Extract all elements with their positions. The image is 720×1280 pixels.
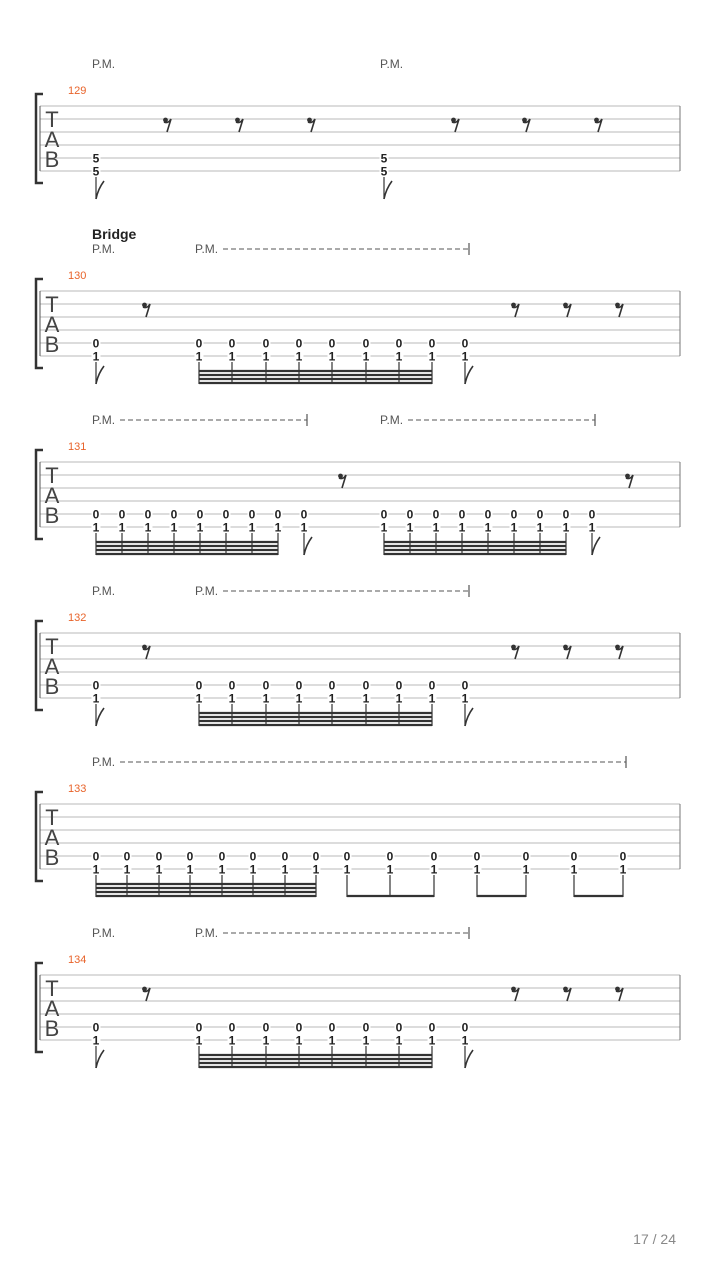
fret-number: 0 (144, 507, 152, 522)
fret-number: 1 (92, 1033, 100, 1048)
fret-number: 1 (155, 862, 163, 877)
note-flag (96, 1050, 104, 1068)
fret-number: 0 (395, 336, 403, 351)
tab-clef-letter: A (44, 654, 60, 679)
tab-clef-letter: B (44, 674, 60, 699)
tab-note (430, 850, 439, 898)
fret-number: 0 (461, 678, 469, 693)
fret-number: 0 (510, 507, 518, 522)
fret-number: 1 (588, 520, 596, 535)
tab-note (362, 1021, 371, 1069)
note-flag (465, 366, 473, 384)
tab-note (295, 679, 304, 727)
note-flag (592, 537, 600, 555)
fret-number: 0 (362, 678, 370, 693)
palm-mute-label: P.M. (195, 584, 219, 598)
fret-number: 0 (228, 678, 236, 693)
eighth-rest (625, 474, 633, 488)
tab-note (522, 850, 531, 898)
fret-number: 0 (249, 849, 257, 864)
palm-mute-label: P.M. (195, 926, 219, 940)
tab-note (300, 508, 313, 556)
tab-note (92, 850, 101, 898)
fret-number: 0 (619, 849, 627, 864)
eighth-rest (522, 118, 530, 132)
fret-number: 0 (92, 678, 100, 693)
fret-number: 0 (92, 336, 100, 351)
tab-note (328, 679, 337, 727)
tab-note (362, 337, 371, 385)
fret-number: 0 (155, 849, 163, 864)
measure-number: 132 (68, 612, 87, 624)
palm-mute-label: P.M. (92, 584, 116, 598)
fret-number: 1 (362, 691, 370, 706)
note-flag (96, 181, 104, 199)
eighth-rest (307, 118, 315, 132)
beam-group (96, 542, 278, 554)
staff-system-132 (36, 584, 680, 726)
tab-note (262, 337, 271, 385)
fret-number: 0 (362, 1020, 370, 1035)
fret-number: 0 (248, 507, 256, 522)
fret-number: 0 (536, 507, 544, 522)
fret-number: 0 (343, 849, 351, 864)
fret-number: 1 (406, 520, 414, 535)
eighth-rest (594, 118, 602, 132)
fret-number: 0 (562, 507, 570, 522)
fret-number: 1 (430, 862, 438, 877)
fret-number: 0 (461, 336, 469, 351)
fret-number: 1 (262, 349, 270, 364)
tab-note (262, 679, 271, 727)
fret-number: 0 (123, 849, 131, 864)
fret-number: 1 (295, 1033, 303, 1048)
tab-note (461, 337, 474, 385)
fret-number: 0 (295, 336, 303, 351)
fret-number: 1 (186, 862, 194, 877)
eighth-rest (338, 474, 346, 488)
fret-number: 1 (218, 862, 226, 877)
fret-number: 0 (461, 1020, 469, 1035)
tab-clef-letter: B (44, 1016, 60, 1041)
fret-number: 1 (562, 520, 570, 535)
fret-number: 0 (92, 507, 100, 522)
tab-note (195, 337, 204, 385)
fret-number: 1 (228, 1033, 236, 1048)
tab-note (144, 508, 153, 556)
eighth-rest (451, 118, 459, 132)
eighth-rest (615, 303, 623, 317)
tab-note (395, 337, 404, 385)
beam-group (199, 371, 432, 383)
fret-number: 1 (222, 520, 230, 535)
fret-number: 0 (428, 678, 436, 693)
tab-note (195, 1021, 204, 1069)
tab-note (386, 850, 395, 898)
fret-number: 1 (343, 862, 351, 877)
tab-note (536, 508, 545, 556)
fret-number: 0 (274, 507, 282, 522)
staff-system-129 (36, 57, 680, 199)
tab-clef-letter: A (44, 825, 60, 850)
beam-group (199, 1055, 432, 1067)
fret-number: 0 (92, 849, 100, 864)
fret-number: 0 (218, 849, 226, 864)
eighth-rest (511, 303, 519, 317)
tab-note (395, 679, 404, 727)
tab-note (222, 508, 231, 556)
fret-number: 1 (274, 520, 282, 535)
tab-note (458, 508, 467, 556)
fret-number: 0 (430, 849, 438, 864)
staff-system-134 (36, 926, 680, 1068)
tab-note (343, 850, 352, 898)
fret-number: 0 (386, 849, 394, 864)
tab-note (562, 508, 571, 556)
tab-note (428, 1021, 437, 1069)
eighth-rest (142, 303, 150, 317)
fret-number: 1 (428, 1033, 436, 1048)
fret-number: 0 (588, 507, 596, 522)
fret-number: 1 (92, 862, 100, 877)
fret-number: 1 (395, 349, 403, 364)
fret-number: 1 (619, 862, 627, 877)
fret-number: 1 (522, 862, 530, 877)
palm-mute-label: P.M. (92, 926, 116, 940)
tab-clef-letter: B (44, 845, 60, 870)
fret-number: 0 (195, 1020, 203, 1035)
fret-number: 0 (522, 849, 530, 864)
fret-number: 0 (295, 1020, 303, 1035)
fret-number: 1 (144, 520, 152, 535)
fret-number: 0 (300, 507, 308, 522)
fret-number: 1 (300, 520, 308, 535)
tab-note (195, 679, 204, 727)
tab-note (295, 337, 304, 385)
tab-note (274, 508, 283, 556)
fret-number: 1 (281, 862, 289, 877)
fret-number: 0 (262, 678, 270, 693)
tab-note (228, 1021, 237, 1069)
fret-number: 0 (380, 507, 388, 522)
fret-number: 0 (281, 849, 289, 864)
staff-system-131 (36, 413, 680, 555)
fret-number: 0 (473, 849, 481, 864)
tab-clef-letter: B (44, 147, 60, 172)
fret-number: 0 (92, 1020, 100, 1035)
fret-number: 0 (118, 507, 126, 522)
tab-clef-letter: A (44, 483, 60, 508)
tab-clef-letter: B (44, 503, 60, 528)
fret-number: 0 (195, 336, 203, 351)
eighth-rest (615, 987, 623, 1001)
fret-number: 1 (380, 520, 388, 535)
eighth-rest (563, 645, 571, 659)
tab-note (328, 337, 337, 385)
fret-number: 5 (380, 164, 388, 179)
tab-note (123, 850, 132, 898)
fret-number: 1 (328, 691, 336, 706)
fret-number: 1 (92, 691, 100, 706)
tab-note (262, 1021, 271, 1069)
note-flag (96, 366, 104, 384)
fret-number: 1 (118, 520, 126, 535)
fret-number: 0 (570, 849, 578, 864)
measure-number: 134 (68, 954, 87, 966)
tab-note (92, 337, 105, 385)
fret-number: 1 (92, 349, 100, 364)
eighth-rest (511, 987, 519, 1001)
tab-note (428, 337, 437, 385)
eighth-rest (563, 303, 571, 317)
tab-note (170, 508, 179, 556)
fret-number: 0 (228, 336, 236, 351)
fret-number: 5 (92, 151, 100, 166)
tab-clef-letter: A (44, 127, 60, 152)
palm-mute-label: P.M. (92, 413, 116, 427)
measure-number: 131 (68, 441, 87, 453)
tab-clef-letter: T (45, 107, 59, 132)
fret-number: 0 (295, 678, 303, 693)
tab-note (249, 850, 258, 898)
tab-note (118, 508, 127, 556)
eighth-rest (511, 645, 519, 659)
tab-note (570, 850, 579, 898)
tab-note (228, 679, 237, 727)
tab-note (248, 508, 257, 556)
fret-number: 1 (328, 1033, 336, 1048)
tab-note (295, 1021, 304, 1069)
fret-number: 1 (570, 862, 578, 877)
fret-number: 1 (362, 349, 370, 364)
eighth-rest (563, 987, 571, 1001)
fret-number: 1 (473, 862, 481, 877)
note-flag (465, 708, 473, 726)
beam-group (384, 542, 566, 554)
fret-number: 1 (262, 691, 270, 706)
fret-number: 1 (536, 520, 544, 535)
fret-number: 1 (228, 691, 236, 706)
fret-number: 0 (228, 1020, 236, 1035)
fret-number: 0 (170, 507, 178, 522)
fret-number: 1 (461, 349, 469, 364)
page-number: 17 / 24 (633, 1231, 676, 1247)
fret-number: 1 (295, 349, 303, 364)
fret-number: 0 (328, 336, 336, 351)
tab-note (218, 850, 227, 898)
fret-number: 1 (92, 520, 100, 535)
tab-note (92, 152, 105, 200)
fret-number: 0 (262, 336, 270, 351)
tab-note (362, 679, 371, 727)
fret-number: 0 (484, 507, 492, 522)
tab-note (473, 850, 482, 898)
tab-note (428, 679, 437, 727)
tab-clef-letter: T (45, 805, 59, 830)
fret-number: 0 (195, 678, 203, 693)
fret-number: 0 (328, 1020, 336, 1035)
tab-note (461, 1021, 474, 1069)
fret-number: 1 (395, 691, 403, 706)
fret-number: 1 (123, 862, 131, 877)
fret-number: 0 (196, 507, 204, 522)
tab-note (186, 850, 195, 898)
fret-number: 0 (262, 1020, 270, 1035)
fret-number: 0 (428, 1020, 436, 1035)
tab-note (228, 337, 237, 385)
fret-number: 1 (395, 1033, 403, 1048)
fret-number: 1 (428, 691, 436, 706)
fret-number: 1 (228, 349, 236, 364)
fret-number: 0 (428, 336, 436, 351)
note-flag (465, 1050, 473, 1068)
eighth-rest (163, 118, 171, 132)
fret-number: 1 (510, 520, 518, 535)
tab-note (281, 850, 290, 898)
fret-number: 1 (458, 520, 466, 535)
tab-note (196, 508, 205, 556)
tab-note (619, 850, 628, 898)
tab-note (395, 1021, 404, 1069)
staff-system-133 (36, 755, 680, 897)
tab-note (380, 152, 393, 200)
fret-number: 1 (461, 691, 469, 706)
fret-number: 1 (295, 691, 303, 706)
tab-note (432, 508, 441, 556)
tab-clef-letter: A (44, 996, 60, 1021)
fret-number: 1 (312, 862, 320, 877)
fret-number: 5 (380, 151, 388, 166)
tab-note (380, 508, 389, 556)
tab-clef-letter: T (45, 463, 59, 488)
fret-number: 1 (484, 520, 492, 535)
note-flag (304, 537, 312, 555)
fret-number: 0 (362, 336, 370, 351)
fret-number: 1 (328, 349, 336, 364)
tab-note (92, 679, 105, 727)
tab-clef-letter: B (44, 332, 60, 357)
fret-number: 1 (170, 520, 178, 535)
tab-clef-letter: A (44, 312, 60, 337)
palm-mute-label: P.M. (380, 413, 404, 427)
beam-group (96, 884, 316, 896)
fret-number: 0 (186, 849, 194, 864)
tab-note (588, 508, 601, 556)
palm-mute-label: P.M. (92, 755, 116, 769)
fret-number: 1 (428, 349, 436, 364)
section-label: Bridge (92, 226, 137, 242)
fret-number: 1 (196, 520, 204, 535)
fret-number: 1 (249, 862, 257, 877)
note-flag (96, 708, 104, 726)
eighth-rest (142, 987, 150, 1001)
fret-number: 5 (92, 164, 100, 179)
tab-note (328, 1021, 337, 1069)
palm-mute-label: P.M. (195, 242, 219, 256)
tab-note (155, 850, 164, 898)
tab-note (510, 508, 519, 556)
palm-mute-label: P.M. (92, 242, 116, 256)
fret-number: 1 (248, 520, 256, 535)
fret-number: 1 (195, 1033, 203, 1048)
tab-note (92, 1021, 105, 1069)
fret-number: 0 (312, 849, 320, 864)
fret-number: 1 (461, 1033, 469, 1048)
eighth-rest (235, 118, 243, 132)
tab-note (92, 508, 101, 556)
fret-number: 0 (395, 1020, 403, 1035)
fret-number: 0 (222, 507, 230, 522)
beam-group (199, 713, 432, 725)
fret-number: 1 (362, 1033, 370, 1048)
measure-number: 129 (68, 85, 87, 97)
tab-note (461, 679, 474, 727)
fret-number: 0 (328, 678, 336, 693)
tab-note (406, 508, 415, 556)
tab-clef-letter: T (45, 292, 59, 317)
note-flag (384, 181, 392, 199)
fret-number: 1 (432, 520, 440, 535)
fret-number: 1 (195, 691, 203, 706)
measure-number: 130 (68, 270, 87, 282)
palm-mute-label: P.M. (380, 57, 404, 71)
tab-note (484, 508, 493, 556)
eighth-rest (142, 645, 150, 659)
tab-note (312, 850, 321, 898)
palm-mute-label: P.M. (92, 57, 116, 71)
fret-number: 0 (432, 507, 440, 522)
fret-number: 1 (195, 349, 203, 364)
staff-system-130 (36, 226, 680, 384)
tab-clef-letter: T (45, 976, 59, 1001)
fret-number: 0 (395, 678, 403, 693)
fret-number: 1 (262, 1033, 270, 1048)
fret-number: 0 (458, 507, 466, 522)
fret-number: 1 (386, 862, 394, 877)
tab-clef-letter: T (45, 634, 59, 659)
measure-number: 133 (68, 783, 87, 795)
fret-number: 0 (406, 507, 414, 522)
eighth-rest (615, 645, 623, 659)
